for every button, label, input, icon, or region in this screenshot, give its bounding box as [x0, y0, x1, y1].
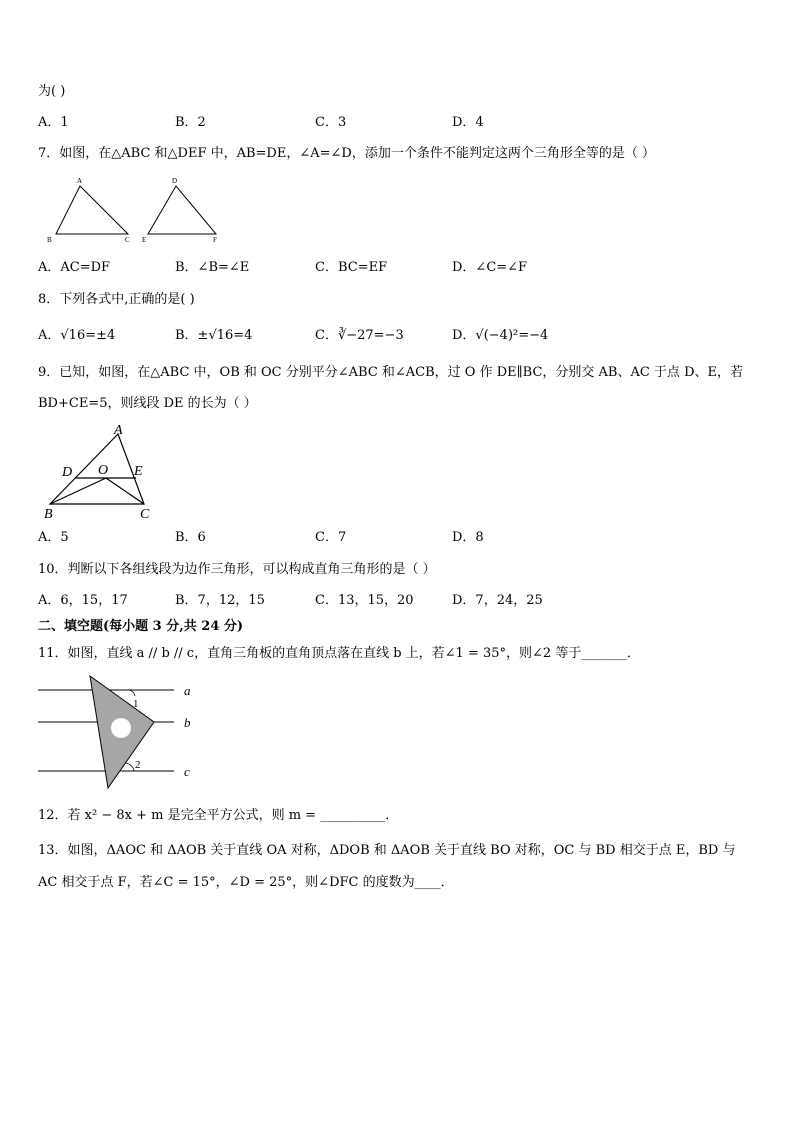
- q7-option-a: A．AC=DF: [38, 260, 111, 275]
- angle-2-arc: [126, 763, 134, 771]
- q6-option-d: D．4: [452, 115, 484, 130]
- q8-option-a: A．√16=±4: [38, 328, 116, 343]
- q9-option-a: A．5: [38, 530, 69, 545]
- segment-bo: [50, 478, 106, 504]
- angle-1-arc: [129, 690, 135, 696]
- angle-2-label: 2: [135, 759, 141, 771]
- q11-figure: [38, 672, 208, 794]
- q9-stem-line2: BD+CE=5，则线段 DE 的长为（ ）: [38, 396, 257, 411]
- label-d: D: [172, 177, 178, 185]
- q7-stem: 7．如图，在△ABC 和△DEF 中，AB=DE，∠A=∠D，添加一个条件不能判定这两个三角形全等的是（ ）: [38, 146, 655, 161]
- q9-stem-line1: 9．已知，如图，在△ABC 中，OB 和 OC 分别平分∠ABC 和∠ACB，过 O 作 DE∥BC，分别交 AB、AC 于点 D、E，若: [38, 365, 743, 380]
- q6-option-a: A．1: [38, 115, 69, 130]
- label-c: C: [125, 236, 130, 244]
- q8-option-c: C．∛−27=−3: [315, 328, 404, 343]
- set-square-hole: [111, 718, 131, 738]
- q11-stem: 11．如图，直线 a // b // c，直角三角板的直角顶点落在直线 b 上，若∠1 = 35°，则∠2 等于_______．: [38, 646, 640, 661]
- triangle-abc: [56, 186, 128, 234]
- q6-option-b: B．2: [175, 115, 206, 130]
- q7-option-c: C．BC=EF: [315, 260, 388, 275]
- label-d: D: [62, 465, 73, 480]
- label-a: A: [114, 423, 123, 438]
- label-f: F: [213, 236, 217, 244]
- q7-figure: [40, 172, 230, 248]
- q13-stem-line2: AC 相交于点 F，若∠C = 15°，∠D = 25°，则∠DFC 的度数为____．: [38, 875, 454, 890]
- q10-stem: 10．判断以下各组线段为边作三角形，可以构成直角三角形的是（ ）: [38, 562, 436, 577]
- q8-stem: 8．下列各式中,正确的是( ): [38, 292, 195, 307]
- q6-option-c: C．3: [315, 115, 347, 130]
- angle-1-label: 1: [133, 698, 139, 710]
- q8-option-b: B．±√16=4: [175, 328, 253, 343]
- q9-figure: [40, 420, 160, 522]
- continuation-text: 为( ): [38, 84, 66, 99]
- label-o: O: [98, 463, 109, 478]
- q8-option-d: D．√(−4)²=−4: [452, 328, 549, 343]
- q10-option-d: D．7，24，25: [452, 593, 543, 608]
- q10-option-a: A．6，15，17: [38, 593, 128, 608]
- q9-option-b: B．6: [175, 530, 206, 545]
- q10-option-b: B．7，12，15: [175, 593, 265, 608]
- label-b: B: [47, 236, 52, 244]
- label-b: B: [44, 507, 53, 522]
- q9-option-c: C．7: [315, 530, 347, 545]
- q10-option-c: C．13，15，20: [315, 593, 414, 608]
- label-c: C: [140, 507, 150, 522]
- segment-co: [106, 478, 144, 504]
- label-a: A: [77, 177, 83, 185]
- label-b: b: [184, 715, 191, 730]
- q9-option-d: D．8: [452, 530, 484, 545]
- label-e: E: [142, 236, 147, 244]
- triangle-def: [148, 186, 216, 234]
- q13-stem-line1: 13．如图，ΔAOC 和 ΔAOB 关于直线 OA 对称，ΔDOB 和 ΔAOB 关于直线 BO 对称，OC 与 BD 相交于点 E，BD 与: [38, 843, 736, 858]
- section-title: 二、填空题(每小题 3 分,共 24 分): [38, 619, 244, 634]
- label-e: E: [134, 464, 143, 479]
- label-c: c: [184, 764, 190, 779]
- label-a: a: [184, 683, 191, 698]
- q7-option-b: B．∠B=∠E: [175, 260, 250, 275]
- q7-option-d: D．∠C=∠F: [452, 260, 528, 275]
- q12-stem: 12．若 x² − 8x + m 是完全平方公式，则 m = __________．: [38, 808, 399, 823]
